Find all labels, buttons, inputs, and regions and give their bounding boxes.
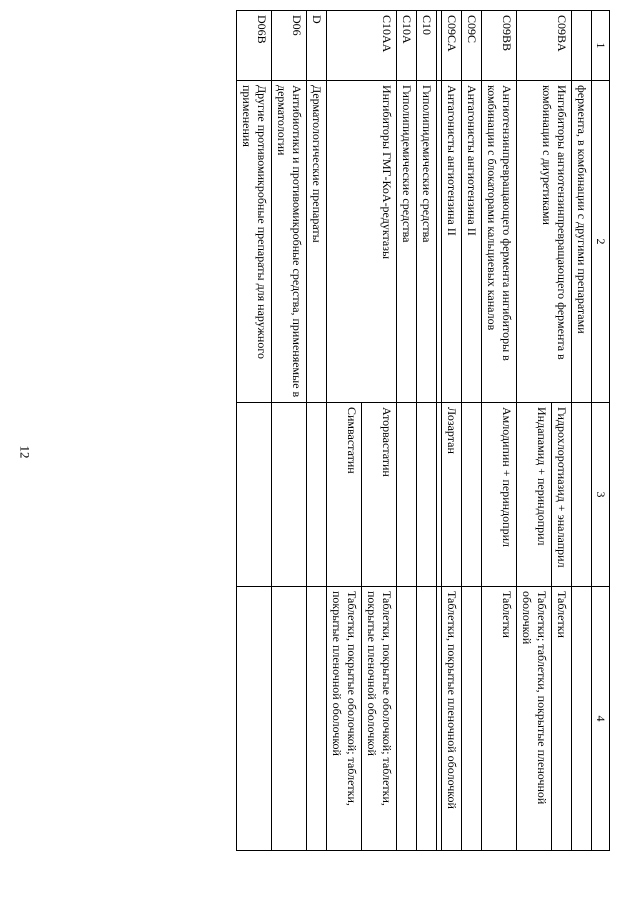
header-col-4: 4 bbox=[592, 587, 610, 851]
substance-cell: Симвастатин bbox=[327, 403, 362, 587]
rotated-table-area bbox=[50, 10, 610, 850]
substance-cell bbox=[237, 403, 272, 587]
substance-cell bbox=[462, 403, 482, 587]
substance-cell: Гидрохлоротиазид + эналаприл bbox=[552, 403, 572, 587]
table-row bbox=[397, 11, 417, 851]
form-cell: Таблетки, покрытые оболочкой; таблетки, покрытые пленочной оболочкой bbox=[327, 587, 362, 851]
group-cell: Антибиотики и противомикробные средства, применяемые в дерматологии bbox=[272, 81, 307, 403]
table-row bbox=[307, 11, 327, 851]
group-cell: фермента, в комбинации с другими препаратами bbox=[572, 81, 592, 403]
form-cell: Таблетки, покрытые оболочкой; таблетки, покрытые пленочной оболочкой bbox=[362, 587, 397, 851]
substance-cell: Индапамид + периндоприл bbox=[517, 403, 552, 587]
form-cell bbox=[237, 587, 272, 851]
substance-cell bbox=[572, 403, 592, 587]
group-cell: Ингибиторы ГМГ-КоА-редуктазы bbox=[327, 81, 397, 403]
substance-cell bbox=[417, 403, 437, 587]
table-row bbox=[362, 11, 397, 851]
group-cell: Ингибиторы ангиотензинпревращающего фермента в комбинации с диуретиками bbox=[517, 81, 572, 403]
group-cell: Гиполипидемические средства bbox=[417, 81, 437, 403]
table-row bbox=[482, 11, 517, 851]
code-cell: D06B bbox=[237, 11, 272, 81]
form-cell: Таблетки bbox=[552, 587, 572, 851]
code-cell: C09BA bbox=[517, 11, 572, 81]
form-cell: Таблетки, покрытые пленочной оболочкой bbox=[442, 587, 462, 851]
page-number: 12 bbox=[17, 445, 33, 459]
form-cell bbox=[572, 587, 592, 851]
drug-table bbox=[236, 10, 610, 851]
substance-cell: Аторвастатин bbox=[362, 403, 397, 587]
substance-cell: Лозартан bbox=[442, 403, 462, 587]
table-row bbox=[552, 11, 572, 851]
group-cell: Антагонисты ангиотензина II bbox=[442, 81, 462, 403]
header-col-1: 1 bbox=[592, 11, 610, 81]
code-cell: C09CA bbox=[442, 11, 462, 81]
table-row bbox=[237, 11, 272, 851]
group-cell bbox=[437, 81, 442, 403]
group-cell: Гиполипидемические средства bbox=[397, 81, 417, 403]
group-cell: Антагонисты ангиотензина II bbox=[462, 81, 482, 403]
code-cell bbox=[437, 11, 442, 81]
table-row bbox=[417, 11, 437, 851]
substance-cell bbox=[437, 403, 442, 587]
form-cell bbox=[462, 587, 482, 851]
form-cell: Таблетки; таблетки, покрытые пленочной оболочкой bbox=[517, 587, 552, 851]
code-cell: C10AA bbox=[327, 11, 397, 81]
form-cell bbox=[437, 587, 442, 851]
table-row bbox=[462, 11, 482, 851]
table-row-separator bbox=[437, 11, 442, 851]
code-cell: C09C bbox=[462, 11, 482, 81]
code-cell: D bbox=[307, 11, 327, 81]
form-cell bbox=[397, 587, 417, 851]
form-cell bbox=[307, 587, 327, 851]
header-col-2: 2 bbox=[592, 81, 610, 403]
substance-cell bbox=[307, 403, 327, 587]
group-cell: Ангиотензинпревращающего фермента ингибиторы в комбинации с блокаторами кальциевых каналов bbox=[482, 81, 517, 403]
form-cell: Таблетки bbox=[482, 587, 517, 851]
group-cell: Другие противомикробные препараты для наружного применения bbox=[237, 81, 272, 403]
code-cell: C09BB bbox=[482, 11, 517, 81]
table-row bbox=[442, 11, 462, 851]
code-cell: C10A bbox=[397, 11, 417, 81]
group-cell: Дерматологические препараты bbox=[307, 81, 327, 403]
header-col-3: 3 bbox=[592, 403, 610, 587]
code-cell: D06 bbox=[272, 11, 307, 81]
form-cell bbox=[272, 587, 307, 851]
substance-cell: Амлодипин + периндоприл bbox=[482, 403, 517, 587]
rotated-content bbox=[50, 10, 610, 850]
substance-cell bbox=[272, 403, 307, 587]
header-row bbox=[592, 11, 610, 851]
table-row bbox=[572, 11, 592, 851]
substance-cell bbox=[397, 403, 417, 587]
table-row bbox=[272, 11, 307, 851]
code-cell bbox=[572, 11, 592, 81]
code-cell: C10 bbox=[417, 11, 437, 81]
form-cell bbox=[417, 587, 437, 851]
